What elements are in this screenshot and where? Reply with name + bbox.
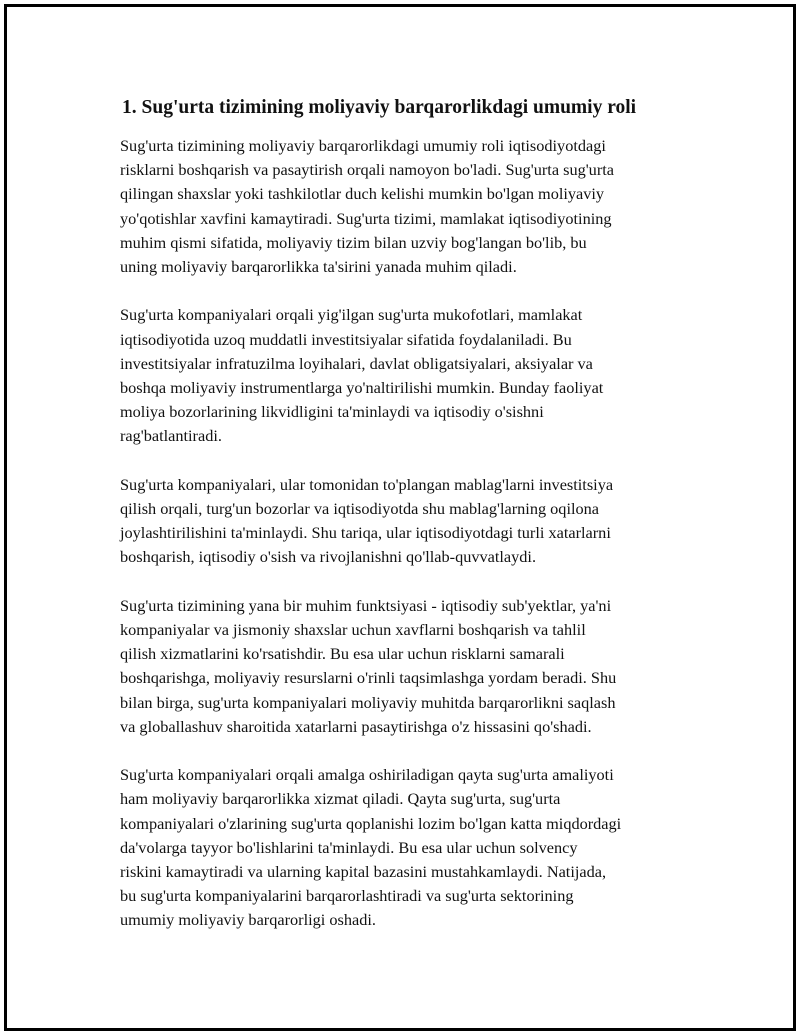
section-heading: 1. Sug'urta tizimining moliyaviy barqarorlikdagi umumiy roli [122,97,637,118]
text-line: bu sug'urta kompaniyalarini barqarorlashtiradi va sug'urta sektorining [120,886,574,906]
text-line: boshqarishga, moliyaviy resurslarni o'rinli taqsimlashga yordam beradi. Shu [120,668,617,688]
text-line: da'volarga tayyor bo'lishlarini ta'minlaydi. Bu esa ular uchun solvency [120,837,578,857]
text-line: Sug'urta kompaniyalari orqali amalga oshiriladigan qayta sug'urta amaliyoti [120,765,614,785]
text-line: uning moliyaviy barqarorlikka ta'sirini yanada muhim qiladi. [120,257,517,277]
text-line: qilingan shaxslar yoki tashkilotlar duch kelishi mumkin bo'lgan moliyaviy [120,184,605,204]
text-line: investitsiyalar infratuzilma loyihalari, davlat obligatsiyalari, aksiyalar va [120,353,593,373]
text-line: Sug'urta tizimining moliyaviy barqarorlikdagi umumiy roli iqtisodiyotdagi [120,136,606,155]
paragraph-2 [120,303,700,448]
paragraph-5 [120,763,700,932]
text-line: joylashtirilishini ta'minlaydi. Shu tariqa, ular iqtisodiyotdagi turli xatarlarni [120,523,611,543]
text-line: Sug'urta tizimining yana bir muhim funktsiyasi - iqtisodiy sub'yektlar, ya'ni [120,595,612,615]
text-line: kompaniyalari o'zlarining sug'urta qoplanishi lozim bo'lgan katta miqdordagi [120,813,622,833]
text-line: muhim qismi sifatida, moliyaviy tizim bilan uzviy bog'langan bo'lib, bu [120,232,587,252]
text-line: boshqarish, iqtisodiy o'sish va rivojlanishni qo'llab-quvvatlaydi. [120,547,537,567]
text-line: rag'batlantiradi. [120,426,222,446]
paragraph-1 [120,134,700,279]
text-line: risklarni boshqarish va pasaytirish orqali namoyon bo'ladi. Sug'urta sug'urta [120,160,614,180]
text-line: boshqa moliyaviy instrumentlarga yo'naltirilishi mumkin. Bunday faoliyat [120,378,604,398]
paragraph-3 [120,473,700,570]
text-line: va globallashuv sharoitida xatarlarni pasaytirishga o'z hissasini qo'shadi. [120,716,592,736]
text-line: Sug'urta kompaniyalari orqali yig'ilgan sug'urta mukofotlari, mamlakat [120,305,583,325]
text-line: yo'qotishlar xavfini kamaytiradi. Sug'urta tizimi, mamlakat iqtisodiyotining [120,208,612,228]
document-body [120,95,700,957]
text-line: iqtisodiyotida uzoq muddatli investitsiyalar sifatida foydalaniladi. Bu [120,329,572,349]
text-line: qilish orqali, turg'un bozorlar va iqtisodiyotda shu mablag'larning oqilona [120,499,600,519]
paragraph-4 [120,594,700,739]
page-border [4,4,796,1031]
text-line: umumiy moliyaviy barqarorligi oshadi. [120,910,376,930]
text-line: riskini kamaytiradi va ularning kapital bazasini mustahkamlaydi. Natijada, [120,862,607,882]
text-line: moliya bozorlarining likvidligini ta'minlaydi va iqtisodiy o'sishni [120,402,544,422]
text-line: ham moliyaviy barqarorlikka xizmat qiladi. Qayta sug'urta, sug'urta [120,789,561,809]
text-line: kompaniyalar va jismoniy shaxslar uchun xavflarni boshqarish va tahlil [120,620,586,640]
text-line: qilish xizmatlarini ko'rsatishdir. Bu esa ular uchun risklarni samarali [120,644,565,664]
text-line: Sug'urta kompaniyalari, ular tomonidan to'plangan mablag'larni investitsiya [120,474,614,494]
text-line: bilan birga, sug'urta kompaniyalari moliyaviy muhitda barqarorlikni saqlash [120,692,616,712]
